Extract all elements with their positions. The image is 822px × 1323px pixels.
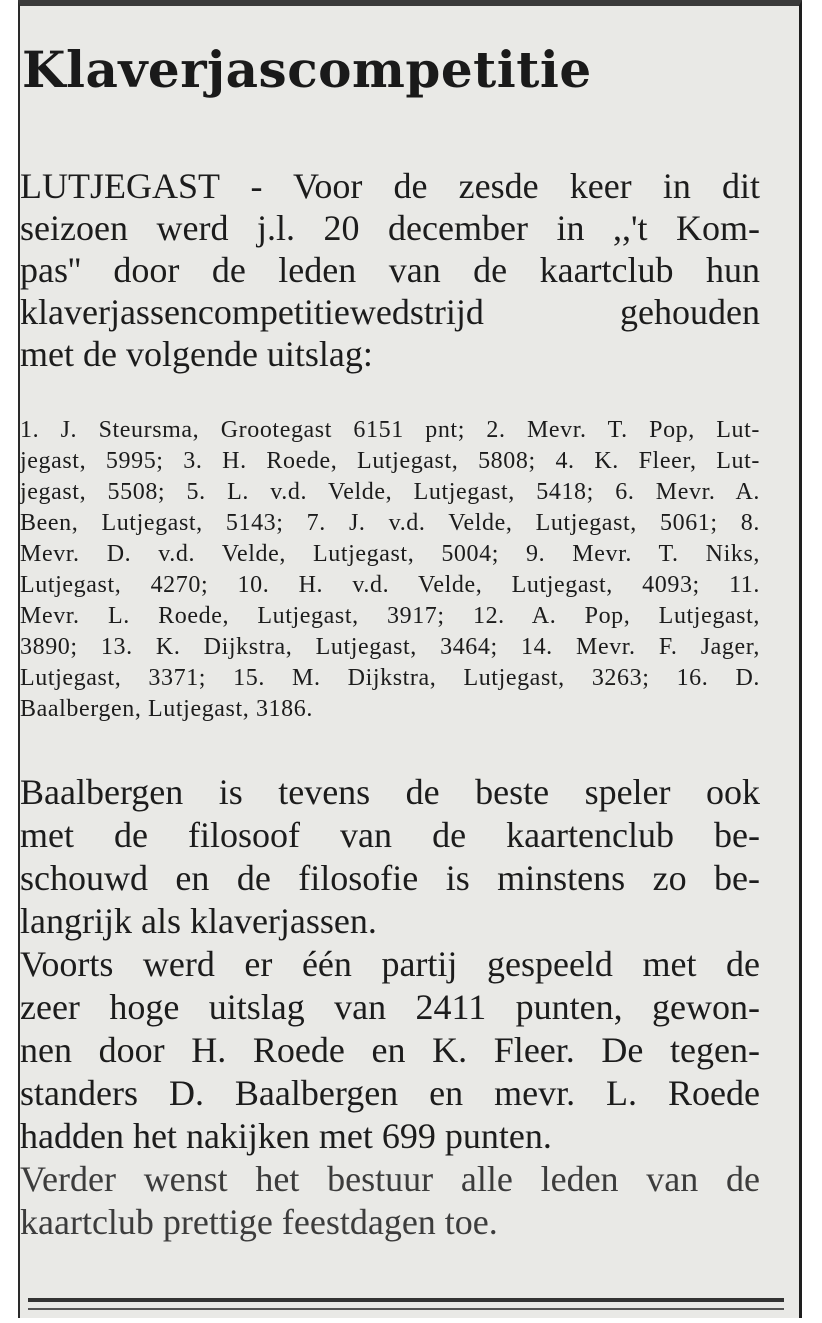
intro-line: LUTJEGAST - Voor de zesde keer in dit [20, 166, 760, 206]
closing-line: Verder wenst het bestuur alle leden van de [20, 1159, 760, 1199]
results-line: jegast, 5508; 5. L. v.d. Velde, Lutjegast, 5418; 6. Mevr. A. [20, 479, 760, 505]
closing-line: nen door H. Roede en K. Fleer. De tegen- [20, 1030, 760, 1070]
closing-line: Baalbergen is tevens de beste speler ook [20, 772, 760, 812]
results-line: Mevr. D. v.d. Velde, Lutjegast, 5004; 9. Mevr. T. Niks, [20, 541, 760, 567]
intro-line: met de volgende uitslag: [20, 334, 373, 374]
results-line: 3890; 13. K. Dijkstra, Lutjegast, 3464; 14. Mevr. F. Jager, [20, 634, 760, 660]
closing-line: schouwd en de filosofie is minstens zo be- [20, 858, 760, 898]
results-line: 1. J. Steursma, Grootegast 6151 pnt; 2. Mevr. T. Pop, Lut- [20, 417, 760, 443]
intro-line: klaverjassencompetitiewedstrijd gehouden [20, 292, 760, 332]
closing-line: hadden het nakijken met 699 punten. [20, 1116, 552, 1156]
closing-line: langrijk als klaverjassen. [20, 901, 377, 941]
article-headline: Klaverjascompetitie [22, 40, 592, 99]
closing-line: kaartclub prettige feestdagen toe. [20, 1202, 498, 1242]
results-line: Lutjegast, 4270; 10. H. v.d. Velde, Lutjegast, 4093; 11. [20, 572, 760, 598]
closing-line: met de filosoof van de kaartenclub be- [20, 815, 760, 855]
closing-line: standers D. Baalbergen en mevr. L. Roede [20, 1073, 760, 1113]
results-line: Lutjegast, 3371; 15. M. Dijkstra, Lutjegast, 3263; 16. D. [20, 665, 760, 691]
results-line: jegast, 5995; 3. H. Roede, Lutjegast, 5808; 4. K. Fleer, Lut- [20, 448, 760, 474]
bottom-rule-thin [28, 1308, 784, 1310]
bottom-rule [28, 1298, 784, 1302]
results-line: Mevr. L. Roede, Lutjegast, 3917; 12. A. Pop, Lutjegast, [20, 603, 760, 629]
intro-line: seizoen werd j.l. 20 december in ,,'t Kom- [20, 208, 760, 248]
results-line: Baalbergen, Lutjegast, 3186. [20, 696, 313, 722]
intro-line: pas'' door de leden van de kaartclub hun [20, 250, 760, 290]
closing-line: Voorts werd er één partij gespeeld met de [20, 944, 760, 984]
results-line: Been, Lutjegast, 5143; 7. J. v.d. Velde, Lutjegast, 5061; 8. [20, 510, 760, 536]
closing-line: zeer hoge uitslag van 2411 punten, gewon- [20, 987, 760, 1027]
